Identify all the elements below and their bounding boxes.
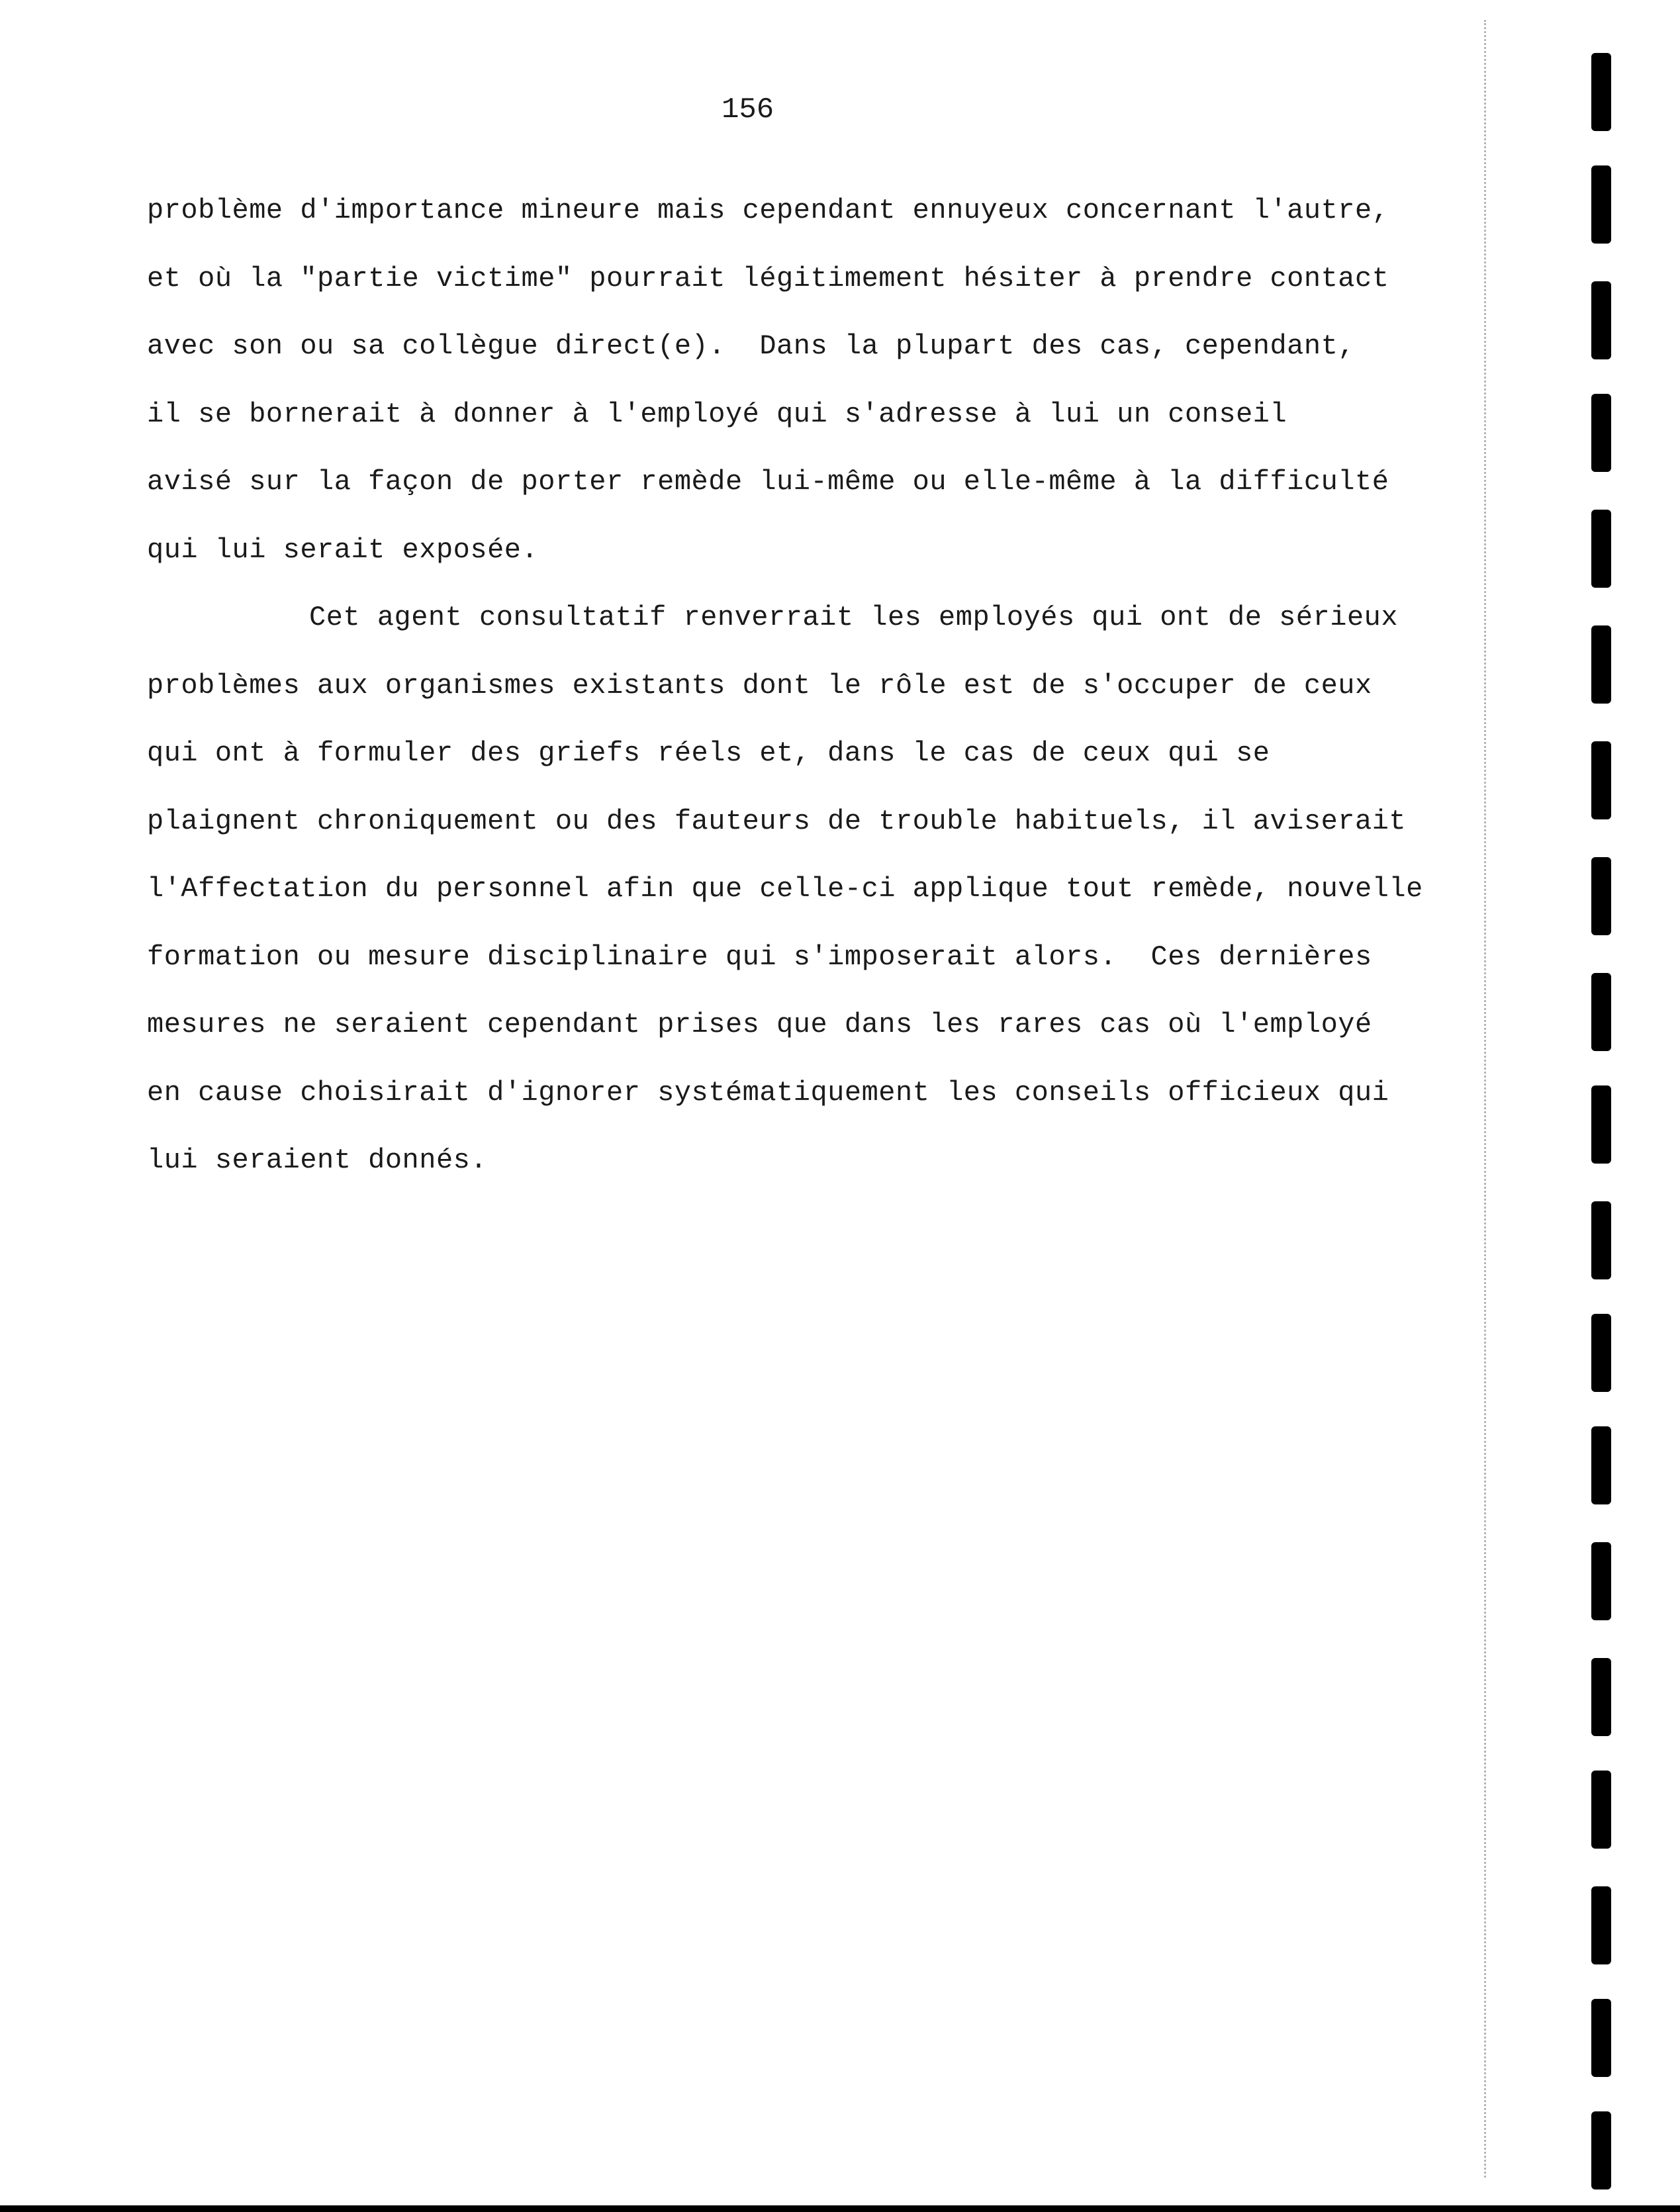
text-line: avec son ou sa collègue direct(e). Dans la plupart des cas, cependant, (147, 330, 1355, 362)
paragraph-2 (147, 599, 1423, 1210)
punch-hole (1591, 1999, 1611, 2077)
punch-hole (1591, 1658, 1611, 1736)
punch-hole (1591, 2111, 1611, 2189)
dotted-margin-rule (1484, 20, 1486, 2178)
bottom-edge-bar (0, 2205, 1680, 2212)
punch-hole (1591, 1542, 1611, 1620)
punch-hole (1591, 857, 1611, 935)
text-line: qui ont à formuler des griefs réels et, dans le cas de ceux qui se (147, 737, 1270, 769)
paragraph-1 (147, 192, 1405, 599)
punch-hole (1591, 625, 1611, 704)
text-line: plaignent chroniquement ou des fauteurs de trouble habituels, il aviserait (147, 805, 1407, 837)
punch-hole (1591, 1771, 1611, 1849)
text-line: il se bornerait à donner à l'employé qui s'adresse à lui un conseil (147, 398, 1287, 430)
punch-hole (1591, 53, 1611, 131)
punch-hole (1591, 1426, 1611, 1504)
text-line: et où la "partie victime" pourrait légitimement hésiter à prendre contact (147, 262, 1389, 295)
text-line: en cause choisirait d'ignorer systématiquement les conseils officieux qui (147, 1076, 1389, 1109)
text-line: formation ou mesure disciplinaire qui s'imposerait alors. Ces dernières (147, 941, 1372, 973)
punch-hole (1591, 394, 1611, 472)
punch-hole (1591, 165, 1611, 244)
text-line: problème d'importance mineure mais cependant ennuyeux concernant l'autre, (147, 195, 1389, 226)
punch-hole (1591, 1085, 1611, 1164)
punch-hole (1591, 1314, 1611, 1392)
text-line: lui seraient donnés. (147, 1144, 488, 1176)
punch-hole (1591, 741, 1611, 819)
punch-hole (1591, 1201, 1611, 1279)
punch-hole (1591, 1886, 1611, 1964)
text-line: Cet agent consultatif renverrait les employés qui ont de sérieux (309, 602, 1399, 633)
page-number: 156 (722, 93, 774, 126)
text-line: mesures ne seraient cependant prises que dans les rares cas où l'employé (147, 1009, 1372, 1040)
text-line: l'Affectation du personnel afin que celle-ci applique tout remède, nouvelle (147, 873, 1423, 905)
text-line: problèmes aux organismes existants dont le rôle est de s'occuper de ceux (147, 669, 1372, 702)
punch-hole (1591, 973, 1611, 1051)
punch-hole (1591, 510, 1611, 588)
text-line: avisé sur la façon de porter remède lui-même ou elle-même à la difficulté (147, 466, 1389, 498)
body-text (147, 192, 1423, 1210)
binding-strip (1481, 0, 1680, 2212)
text-line: qui lui serait exposée. (147, 533, 539, 566)
punch-hole (1591, 281, 1611, 359)
